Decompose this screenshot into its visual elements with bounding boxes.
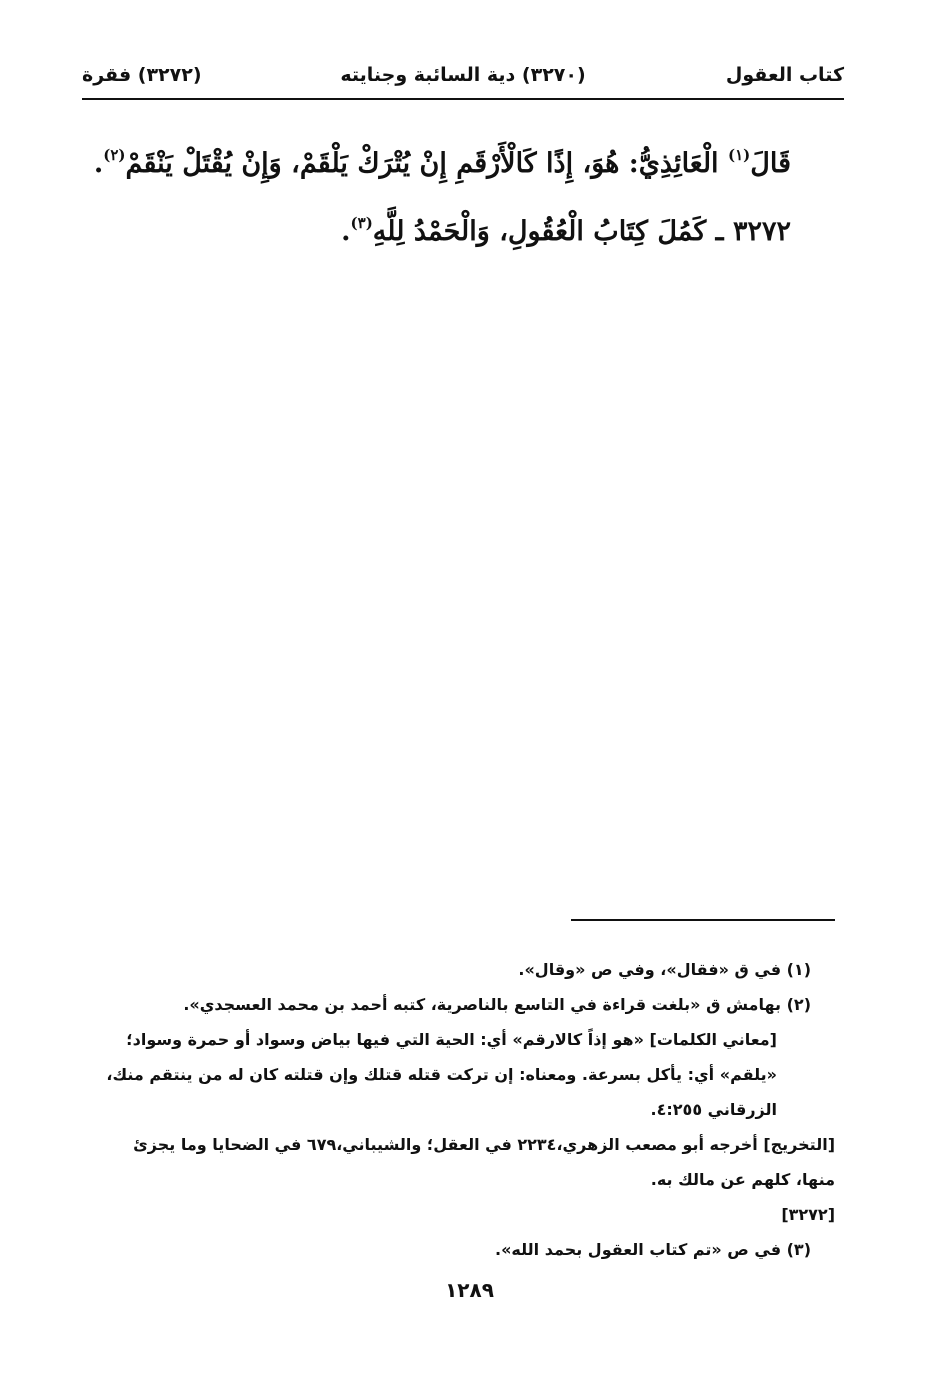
main-text-line-1 xyxy=(93,130,791,198)
footnote-ref-3: (٣) xyxy=(350,214,373,232)
running-header xyxy=(82,58,844,100)
footnote-separator xyxy=(571,919,835,921)
takhrij xyxy=(91,1127,835,1197)
line-end-period: . xyxy=(341,216,351,247)
quote-text: الْعَائِذِيُّ: هُوَ، إِذًا كَالْأَرْقَمِ إِنْ يُتْرَكْ يَلْقَمْ، وَإِنْ يُقْتَلْ يَنْقَمْ xyxy=(125,148,728,179)
header-book-title: كتاب العقول xyxy=(725,64,844,86)
word-qala: قَالَ xyxy=(750,148,791,179)
word-meanings xyxy=(91,1022,811,1127)
page-number: ١٢٨٩ xyxy=(445,1278,494,1302)
main-text xyxy=(93,130,791,266)
footnote-2: (٢) بهامش ق «بلغت قراءة في التاسع بالناصرية، كتبه أحمد بن محمد العسجدي». xyxy=(183,995,811,1014)
footnote-3: (٣) في ص «تم كتاب العقول بحمد الله». xyxy=(495,1240,811,1259)
takhrij-text: أخرجه أبو مصعب الزهري،٢٢٣٤ في العقل؛ والشيباني،٦٧٩ في الضحايا وما يجزئ منها، كلهم عن مالك به. xyxy=(133,1135,835,1189)
section-tag: [٣٢٧٢] xyxy=(781,1205,835,1224)
closing-text: ٣٢٧٢ ـ كَمُلَ كِتَابُ الْعُقُولِ، وَالْحَمْدُ لِلَّهِ xyxy=(372,216,791,247)
header-paragraph-number: (٣٢٧٢) فقرة xyxy=(82,64,202,86)
footnote-ref-1: (١) xyxy=(727,146,751,164)
footnotes xyxy=(91,952,835,1267)
word-meanings-text: «هو إذاً كالارقم» أي: الحية التي فيها بياض وسواد أو حمرة وسواد؛ «يلقم» أي: يأكل بسرعة. ومعناه: إن تركت قتله قتلك وإن قتلته كان له من ينتقم منك، الزرقاني ٤:٢٥٥. xyxy=(106,1030,777,1119)
header-chapter-title: (٣٢٧٠) دية السائبة وجنايته xyxy=(340,64,586,86)
line-end-period: . xyxy=(93,148,104,179)
word-meanings-label: [معاني الكلمات] xyxy=(649,1030,777,1049)
main-text-line-2 xyxy=(111,198,791,266)
footnote-ref-2: (٢) xyxy=(103,146,126,164)
footnote-1: (١) في ق «فقال»، وفي ص «وقال». xyxy=(518,960,811,979)
takhrij-label: [التخريج] xyxy=(763,1135,835,1154)
